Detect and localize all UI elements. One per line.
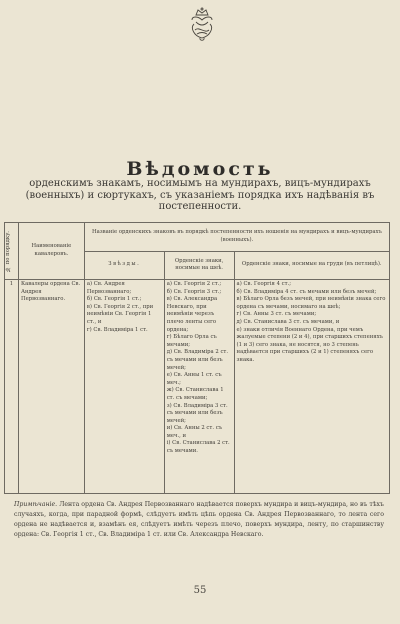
neck-item: в) Св. Александра Невскаго, при неимѣніи черезъ плечо ленты сего ордена; — [166, 296, 218, 333]
stars-item: г) Св. Владиміра 1 ст. — [86, 326, 148, 333]
document-subtitle: орденскимъ знакамъ, носимымъ на мундирахъ, вицъ-мундирахъ (военныхъ) и сюртукахъ, съ указаніемъ порядка ихъ надѣванія въ постепенности. — [25, 178, 375, 212]
footnote-text: Лента ордена Св. Андрея Первозваннаго надѣвается поверхъ мундира и вицъ-мундира, но въ тѣхъ случаяхъ, когда, при парадной формѣ, слѣдуетъ имѣть цѣпь ордена Св. Андрея Первозваннаго, то лента сего ордена не надѣвается и, взамѣнъ ея, слѣдуетъ имѣть черезъ плечо, поверхъ мундира, ленту, по старшинству ордена: Св. Георгія 1 ст., Св. Владиміра 1 ст. или Св. Александра Невскаго. — [14, 501, 384, 538]
document-title: Вѣдомость — [126, 158, 274, 180]
chest-item: б) Св. Владиміра 4 ст. съ мечами или безъ мечей; — [236, 288, 377, 295]
neck-item: а) Св. Георгія 2 ст.; — [166, 281, 222, 287]
table-header-row — [5, 223, 390, 252]
row-stars — [84, 280, 164, 494]
header-neck: Орденскіе знаки, носимые на шеѣ. — [164, 251, 234, 280]
chest-item: е) знаки отличія Военнаго Ордена, при чемъ жалуемые степени (2 и 4), при старшихъ степеняхъ (1 и 3) сего знака, не носятся, но 3 степень надѣвается при старшихъ (2 и 1) степеняхъ сего знака. — [236, 326, 383, 363]
neck-item: д) Св. Владиміра 2 ст. съ мечами или безъ мечей; — [166, 349, 229, 371]
neck-item: з) Св. Владиміра 3 ст. съ мечами или безъ мечей; — [166, 402, 228, 424]
stars-item: а) Св. Андрея Первозваннаго; — [86, 281, 132, 295]
neck-item: і) Св. Станислава 2 ст. съ мечами. — [166, 440, 230, 455]
header-order-group: Названіе орденскихъ знаковъ въ порядкѣ постепенности ихъ ношенія на мундирахъ и вицъ-мундирахъ (военныхъ). — [84, 223, 389, 252]
footnote-lead: Примѣчаніе. — [14, 501, 58, 508]
row-name: Кавалеры ордена Св. Андрея Первозваннаго. — [18, 280, 84, 494]
row-neck — [164, 280, 234, 494]
stars-item: б) Св. Георгія 1 ст.; — [86, 296, 142, 303]
row-number: 1 — [5, 280, 19, 494]
neck-item: г) Бѣлаго Орла съ мечами; — [166, 334, 217, 348]
chest-item: а) Св. Георгія 4 ст.; — [236, 281, 291, 287]
table-row — [5, 280, 390, 494]
neck-item: и) Св. Анны 2 ст. съ меч., и — [166, 425, 223, 439]
neck-item: б) Св. Георгія 3 ст.; — [166, 288, 222, 295]
header-name: Наименованіе кавалеровъ. — [18, 223, 84, 280]
imperial-monogram-crest-icon — [182, 6, 222, 46]
footnote — [14, 500, 384, 540]
neck-item: ж) Св. Станислава 1 ст. съ мечами; — [166, 387, 224, 401]
header-number: № по порядку. — [5, 223, 19, 280]
header-chest: Орденскіе знаки, носимые на груди (въ петлицѣ). — [234, 251, 389, 280]
header-stars: Звѣзды. — [84, 251, 164, 280]
page-number: 55 — [193, 585, 207, 596]
chest-item: д) Св. Станислава 3 ст. съ мечами, и — [236, 318, 340, 325]
stars-item: в) Св. Георгія 2 ст., при неимѣніи Св. Георгія 1 ст., и — [86, 303, 154, 325]
orders-table — [4, 222, 390, 494]
chest-item: в) Бѣлаго Орла безъ мечей, при неимѣніи знака сего ордена съ мечами, носимаго на шеѣ; — [236, 296, 386, 310]
chest-item: г) Св. Анны 3 ст. съ мечами; — [236, 311, 317, 318]
row-chest — [234, 280, 389, 494]
neck-item: е) Св. Анны 1 ст. съ меч.; — [166, 372, 222, 386]
